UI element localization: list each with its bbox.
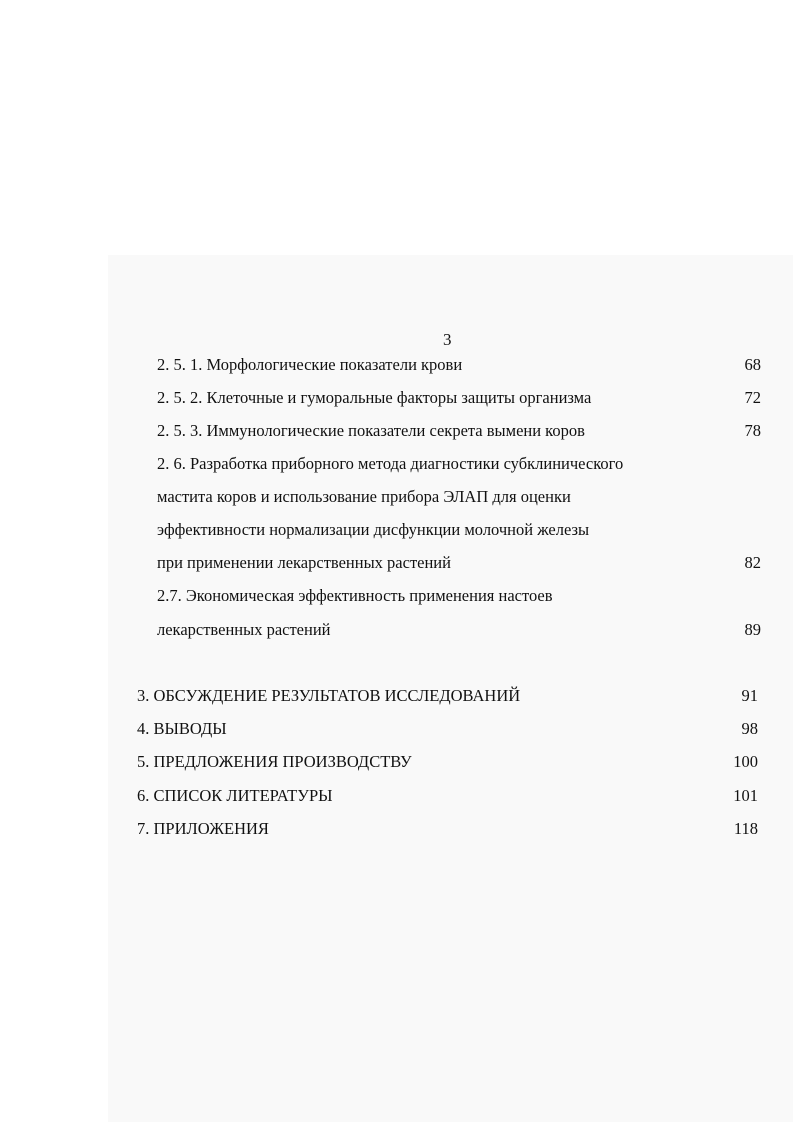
toc-chapter-3-title: 3. ОБСУЖДЕНИЕ РЕЗУЛЬТАТОВ ИССЛЕДОВАНИЙ	[137, 686, 521, 705]
toc-entry-2-6-title-line-2: мастита коров и использование прибора ЭЛАП для оценки	[157, 487, 571, 506]
toc-chapter-7-page: 118	[733, 819, 758, 838]
toc-chapter-6-page: 101	[733, 786, 758, 805]
toc-entry-2-5-3-title: 2. 5. 3. Иммунологические показатели секрета вымени коров	[157, 421, 585, 440]
toc-entry-2-7-page: 89	[744, 620, 761, 639]
toc-chapter-5-title: 5. ПРЕДЛОЖЕНИЯ ПРОИЗВОДСТВУ	[137, 752, 412, 771]
toc-entry-2-5-2-page: 72	[744, 388, 761, 407]
toc-chapter-4-title: 4. ВЫВОДЫ	[137, 719, 227, 738]
toc-entry-2-6-title-line-4: при применении лекарственных растений	[157, 553, 451, 572]
toc-chapter-6-title: 6. СПИСОК ЛИТЕРАТУРЫ	[137, 786, 333, 805]
toc-entry-2-7-title-line-2: лекарственных растений	[157, 620, 331, 639]
page-number: 3	[443, 330, 452, 349]
toc-entry-2-6-title-line-1: 2. 6. Разработка приборного метода диагностики субклинического	[157, 454, 624, 473]
toc-entry-2-5-3-page: 78	[744, 421, 761, 440]
toc-chapter-5-page: 100	[733, 752, 758, 771]
toc-chapter-7-title: 7. ПРИЛОЖЕНИЯ	[137, 819, 269, 838]
toc-entry-2-6-page: 82	[744, 553, 761, 572]
toc-entry-2-5-1-title: 2. 5. 1. Морфологические показатели крови	[157, 355, 463, 374]
toc-entry-2-5-1-page: 68	[744, 355, 761, 374]
toc-entry-2-6-title-line-3: эффективности нормализации дисфункции молочной железы	[157, 520, 590, 539]
toc-entry-2-5-2-title: 2. 5. 2. Клеточные и гуморальные факторы защиты организма	[157, 388, 592, 407]
toc-entry-2-7-title-line-1: 2.7. Экономическая эффективность применения настоев	[157, 586, 553, 605]
toc-chapter-3-page: 91	[741, 686, 758, 705]
toc-chapter-4-page: 98	[741, 719, 758, 738]
